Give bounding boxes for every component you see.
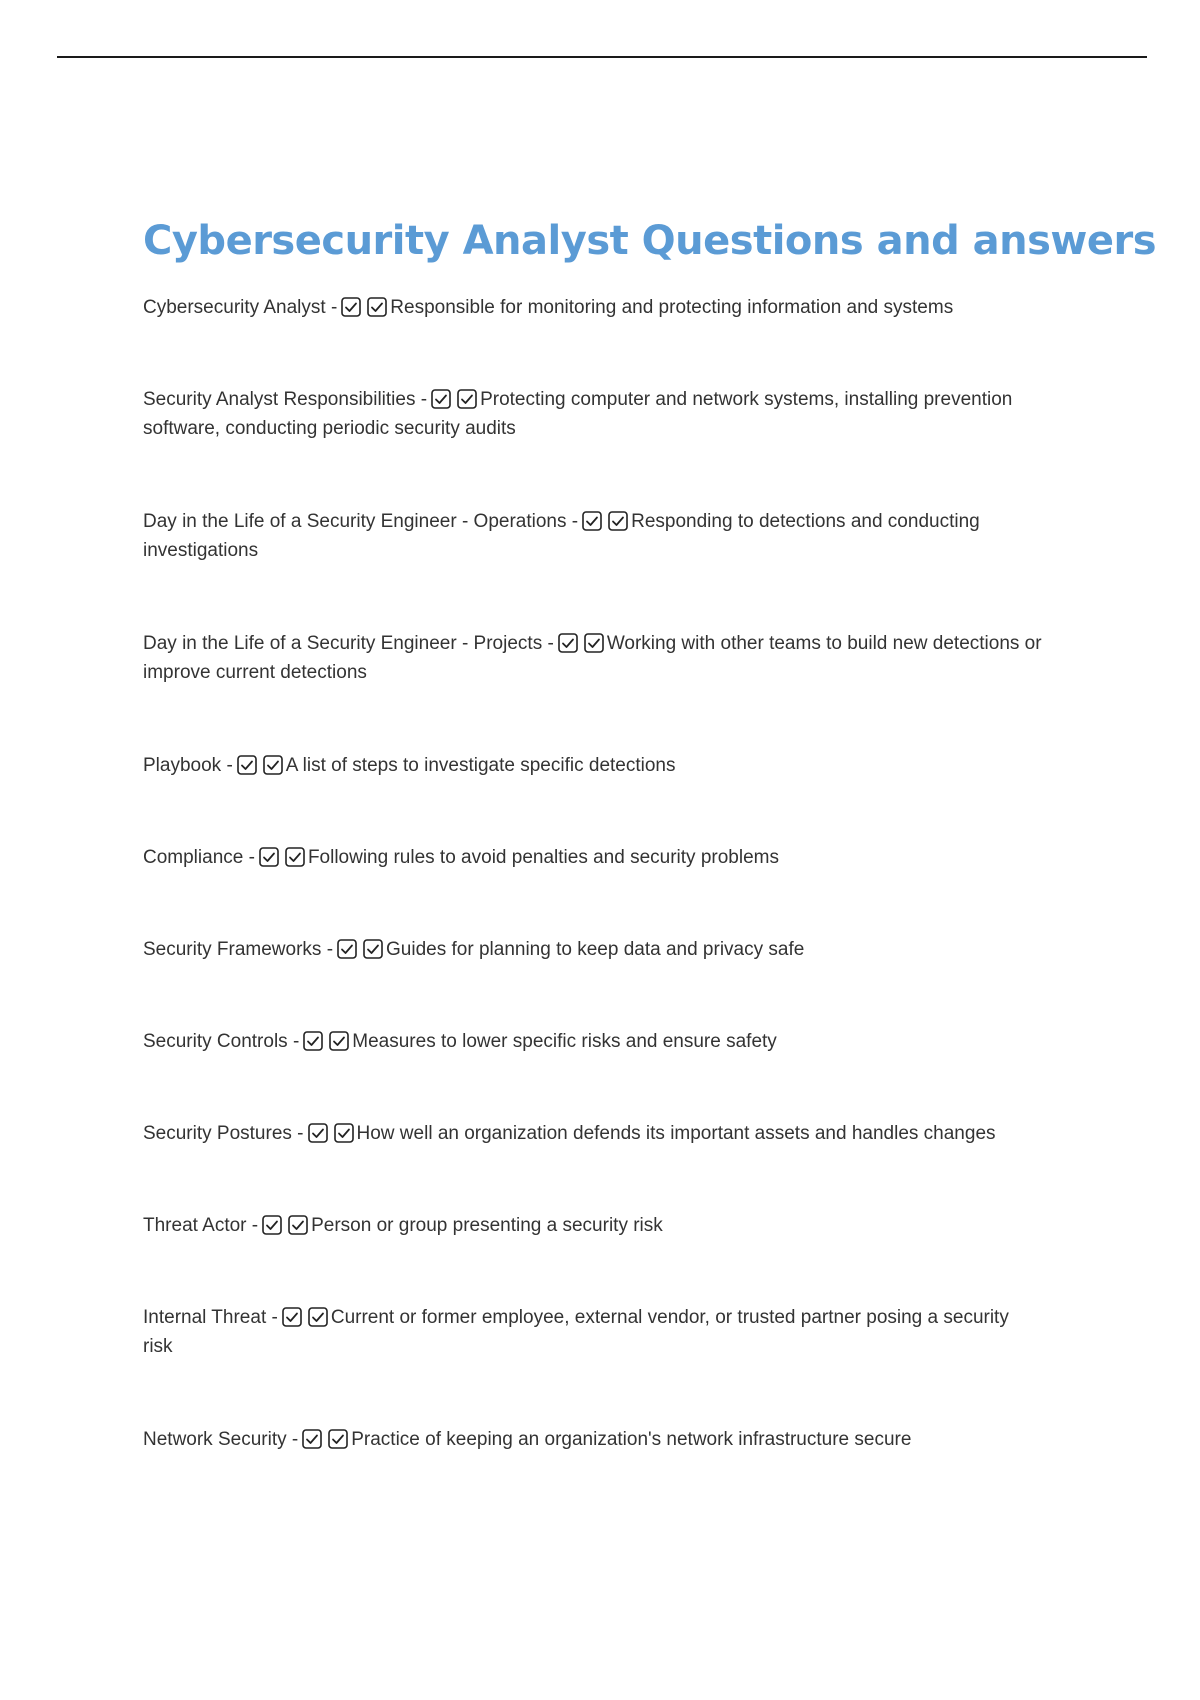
checked-box-icon (334, 1123, 354, 1143)
qa-answer: Responding to detections and conducting investigations (143, 511, 980, 561)
qa-separator: - (243, 847, 255, 868)
qa-item (143, 293, 1043, 322)
qa-separator: - (542, 633, 554, 654)
qa-item (143, 935, 1043, 964)
qa-item (143, 1211, 1043, 1240)
qa-separator: - (566, 511, 579, 532)
checked-box-icon (285, 847, 305, 867)
qa-separator: - (325, 297, 338, 318)
checked-box-icon (582, 511, 602, 531)
qa-answer: Guides for planning to keep data and privacy safe (386, 939, 805, 960)
qa-term: Playbook (143, 755, 222, 776)
qa-term: Cybersecurity Analyst (143, 297, 326, 318)
qa-term: Internal Threat (143, 1307, 267, 1328)
checked-box-icon (282, 1307, 302, 1327)
qa-item (143, 843, 1043, 872)
qa-term: Threat Actor (143, 1215, 247, 1236)
qa-separator: - (287, 1031, 300, 1052)
qa-answer: Measures to lower specific risks and ensure safety (352, 1031, 777, 1052)
checked-box-icon (237, 755, 257, 775)
checked-box-icon (288, 1215, 308, 1235)
qa-answer: How well an organization defends its important assets and handles changes (356, 1123, 996, 1144)
qa-separator: - (291, 1123, 304, 1144)
document-title: Cybersecurity Analyst Questions and answers (143, 218, 1157, 264)
checked-box-icon (608, 511, 628, 531)
qa-item (143, 1303, 1043, 1361)
qa-separator: - (321, 939, 334, 960)
qa-term: Compliance (143, 847, 244, 868)
checked-box-icon (303, 1031, 323, 1051)
qa-list (143, 293, 1043, 1517)
qa-answer: A list of steps to investigate specific detections (285, 755, 676, 776)
checked-box-icon (367, 297, 387, 317)
checked-box-icon (308, 1123, 328, 1143)
qa-item (143, 1027, 1043, 1056)
qa-answer: Current or former employee, external vendor, or trusted partner posing a security risk (143, 1307, 1009, 1357)
checked-box-icon (308, 1307, 328, 1327)
checked-box-icon (363, 939, 383, 959)
checked-box-icon (337, 939, 357, 959)
checked-box-icon (558, 633, 578, 653)
qa-item (143, 629, 1043, 687)
checked-box-icon (262, 1215, 282, 1235)
qa-term: Security Controls (143, 1031, 288, 1052)
checked-box-icon (431, 389, 451, 409)
qa-item (143, 1425, 1043, 1454)
qa-term: Day in the Life of a Security Engineer - Operations (143, 511, 567, 532)
qa-separator: - (266, 1307, 278, 1328)
checked-box-icon (457, 389, 477, 409)
qa-item (143, 751, 1043, 780)
qa-term: Network Security (143, 1429, 287, 1450)
checked-box-icon (341, 297, 361, 317)
qa-answer: Person or group presenting a security risk (311, 1215, 663, 1236)
qa-separator: - (246, 1215, 259, 1236)
checked-box-icon (328, 1429, 348, 1449)
checked-box-icon (302, 1429, 322, 1449)
top-rule (57, 56, 1147, 58)
qa-answer: Practice of keeping an organization's network infrastructure secure (351, 1429, 912, 1450)
qa-answer: Following rules to avoid penalties and security problems (307, 847, 779, 868)
qa-item (143, 385, 1043, 443)
qa-item (143, 507, 1043, 565)
qa-term: Day in the Life of a Security Engineer - Projects (143, 633, 543, 654)
qa-item (143, 1119, 1043, 1148)
qa-term: Security Analyst Responsibilities (143, 389, 416, 410)
qa-separator: - (286, 1429, 299, 1450)
qa-term: Security Frameworks (143, 939, 322, 960)
qa-answer: Working with other teams to build new detections or improve current detections (143, 633, 1042, 683)
checked-box-icon (584, 633, 604, 653)
checked-box-icon (329, 1031, 349, 1051)
qa-separator: - (415, 389, 428, 410)
checked-box-icon (263, 755, 283, 775)
checked-box-icon (259, 847, 279, 867)
qa-answer: Responsible for monitoring and protecting information and systems (390, 297, 954, 318)
qa-term: Security Postures (143, 1123, 292, 1144)
qa-answer: Protecting computer and network systems, installing prevention software, conducting periodic security audits (143, 389, 1013, 439)
qa-separator: - (221, 755, 233, 776)
